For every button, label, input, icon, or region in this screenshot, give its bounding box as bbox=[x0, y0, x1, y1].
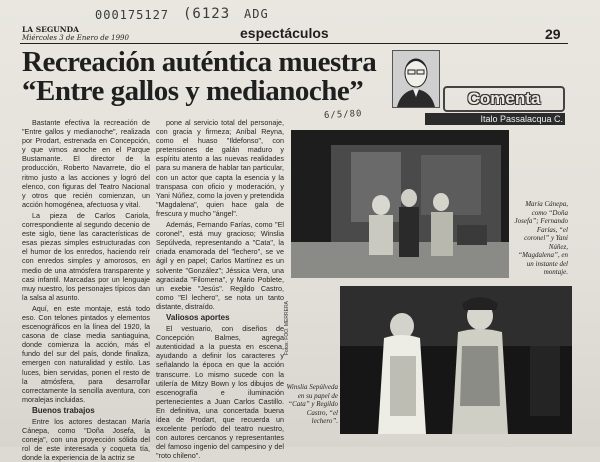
paragraph: Bastante efectiva la recreación de "Entre gallos y medianoche", realizada por Prodart, estrenada en Concepción, y que vimos anoche en el Parque Bustamante. El director de la producción, Roberto Navarrete, dio el ritmo justo a las acciones y logró del elenco, con figuras del Teatro Nacional y otros que recién comienzan, un acción homogénea, afectuosa y vital. bbox=[22, 118, 150, 209]
author-bar: Italo Passalacqua C. bbox=[425, 113, 565, 125]
page-number: 29 bbox=[545, 26, 561, 42]
subhead-buenos-trabajos: Buenos trabajos bbox=[32, 405, 95, 415]
subhead-valiosos-aportes: Valiosos aportes bbox=[166, 312, 230, 322]
paragraph: El vestuario, con diseños de Concepción Balmes, agrega autenticidad a la puesta en escena, ayudando a definir los caracteres y señalando la época en que la acción transcurre. Lo mismo sucede con la utilería de Mitzy Bown y los dibujos de escenografía e iluminación pertenecientes a Juan Carlos Castillo. En definitiva, una concertada buena idea de Prodart, que recuerda un excelente período del teatro nuestro, con autores cercanos y representantes del famoso ingenio del campesino y del "roto chileno". bbox=[156, 324, 284, 461]
handwritten-initials: ADG bbox=[244, 7, 269, 21]
headline bbox=[22, 48, 382, 106]
headline-line-2: “Entre gallos y medianoche” bbox=[22, 75, 364, 107]
stage-photo-2 bbox=[340, 286, 572, 434]
photo-credit: Fotos: FOO. MERRERA bbox=[284, 301, 290, 355]
paragraph: pone al servicio total del personaje, con gracia y firmeza; Aníbal Reyna, como el huaso "Ildefonso", con pretensiones de galán maduro y espíritu atento a las nuevas realidades para su manera de hablar tan particular, con un actor que capta la esencia y la transpasa con oficio y moderación, y Yani Núñez, como la joven y pretendida "Magdalena", quien hace gala de frescura y mucho "ángel". bbox=[156, 118, 284, 218]
handwritten-id: 000175127 bbox=[95, 8, 170, 22]
photo-2-caption: Winslia Sepúlveda en su papel de “Cata” y Regildo Castro, “el lechero”. bbox=[286, 383, 338, 425]
handwritten-date-stamp: 6/5/80 bbox=[323, 108, 363, 122]
paragraph: Entre los actores destacan María Cánepa, como "Doña Josefa, la coneja", con una proyección sólida del rol de este interesada y coqueta tía, donde la experiencia de la actriz se bbox=[22, 417, 150, 462]
masthead-date: Miércoles 3 de Enero de 1990 bbox=[22, 34, 129, 42]
headline-line-1: Recreación auténtica muestra bbox=[22, 46, 377, 78]
masthead bbox=[22, 26, 129, 42]
masthead-paper: LA SEGUNDA bbox=[22, 25, 79, 34]
columnist-portrait bbox=[392, 50, 440, 108]
paragraph: La pieza de Carlos Cariola, correspondiente al segundo decenio de este siglo, tiene las características de esas piezas simples estructuradas con el humor de los enredos, haciendo reír con enredos simples y amorosos, en medio de una atmósfera transparente y casi infantil. Marcadas por un lenguaje muy nuestro, los personajes típicos dan la salsa al asunto. bbox=[22, 210, 150, 302]
article-column-2 bbox=[156, 118, 284, 461]
paragraph: Aquí, en este montaje, está todo eso. Con telones pintados y elementos escenográficos en la línea del 1920, la casona de clase media santiaguina, donde comienza la acción, más el fundo del sur del país, donde finaliza, emergen con naturalidad y estilo. Las luces, bien servidas, ponen el resto de la atmósfera, para desarrollar correctamente la sencilla aventura, con moralejas incluidas. bbox=[22, 303, 150, 404]
section-title: espectáculos bbox=[240, 25, 329, 41]
column-label: Comenta bbox=[443, 86, 565, 112]
handwritten-code: (6123 bbox=[183, 6, 231, 22]
stage-photo-1 bbox=[291, 130, 509, 278]
header-rule bbox=[20, 43, 568, 44]
article-column-1 bbox=[22, 118, 150, 462]
photo-1-caption: María Cánepa, como “Doña Josefa”; Fernando Farías, “el coronel” y Yani Núñez, “Magdalena”, en un instante del montaje. bbox=[514, 200, 568, 276]
paragraph: Además, Fernando Farías, como "El coronel", está muy gracioso; Winslia Sepúlveda, representando a "Cata", la criada enamorada del "lechero", se ve ágil y en papel; Carlos Martínez es un solvente "González"; Jéssica Vera, una agraciada "Filomena", y Mario Poblete, un exebie "Jesús". Regildo Castro, como "El lechero", se nota un tanto distante, distraído. bbox=[156, 220, 284, 311]
